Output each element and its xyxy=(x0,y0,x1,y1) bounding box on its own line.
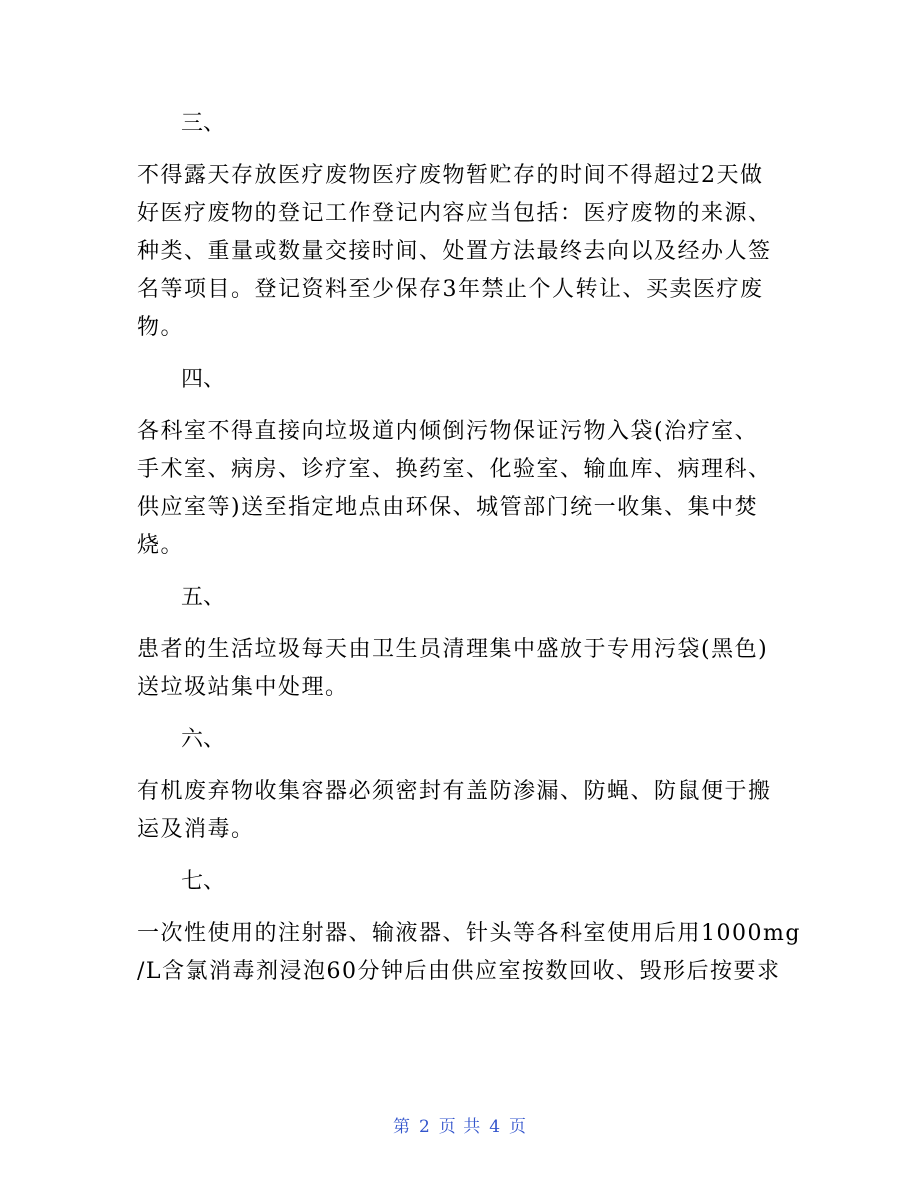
section-heading-7: 七、 xyxy=(181,869,226,894)
paragraph-line: 物。 xyxy=(137,315,185,340)
section-heading-3: 三、 xyxy=(181,111,226,136)
section-paragraph-6 xyxy=(137,773,787,849)
paragraph-line: 送垃圾站集中处理。 xyxy=(137,675,349,700)
paragraph-line: 种类、重量或数量交接时间、处置方法最终去向以及经办人签 xyxy=(137,239,772,264)
paragraph-line: 烧。 xyxy=(137,533,185,558)
footer-suffix: 页 xyxy=(509,1117,528,1137)
section-paragraph-7 xyxy=(137,915,801,991)
paragraph-line: /L含氯消毒剂浸泡60分钟后由供应室按数回收、毁形后按要求 xyxy=(137,959,781,984)
paragraph-line: 运及消毒。 xyxy=(137,817,255,842)
section-heading-4: 四、 xyxy=(181,367,226,392)
document-body xyxy=(137,105,801,991)
section-paragraph-4 xyxy=(137,413,787,565)
paragraph-line: 供应室等)送至指定地点由环保、城管部门统一收集、集中焚 xyxy=(137,495,759,520)
current-page-number: 2 xyxy=(418,1117,431,1137)
footer-prefix: 第 xyxy=(392,1117,411,1137)
paragraph-line: 一次性使用的注射器、输液器、针头等各科室使用后用1000mg xyxy=(137,921,801,946)
paragraph-line: 手术室、病房、诊疗室、换药室、化验室、输血库、病理科、 xyxy=(137,457,772,482)
paragraph-line: 患者的生活垃圾每天由卫生员清理集中盛放于专用污袋(黑色) xyxy=(137,637,769,662)
footer-mid: 页 共 xyxy=(438,1117,482,1137)
section-paragraph-3 xyxy=(137,157,787,347)
section-heading-6: 六、 xyxy=(181,727,226,752)
total-page-number: 4 xyxy=(489,1117,502,1137)
paragraph-line: 各科室不得直接向垃圾道内倾倒污物保证污物入袋(治疗室、 xyxy=(137,419,759,444)
section-heading-5: 五、 xyxy=(181,585,226,610)
paragraph-line: 好医疗废物的登记工作登记内容应当包括：医疗废物的来源、 xyxy=(137,201,772,226)
page-footer xyxy=(0,1112,920,1137)
section-paragraph-5 xyxy=(137,631,787,707)
paragraph-line: 有机废弃物收集容器必须密封有盖防渗漏、防蝇、防鼠便于搬 xyxy=(137,779,772,804)
paragraph-line: 名等项目。登记资料至少保存3年禁止个人转让、买卖医疗废 xyxy=(137,277,764,302)
paragraph-line: 不得露天存放医疗废物医疗废物暂贮存的时间不得超过2天做 xyxy=(137,163,764,188)
